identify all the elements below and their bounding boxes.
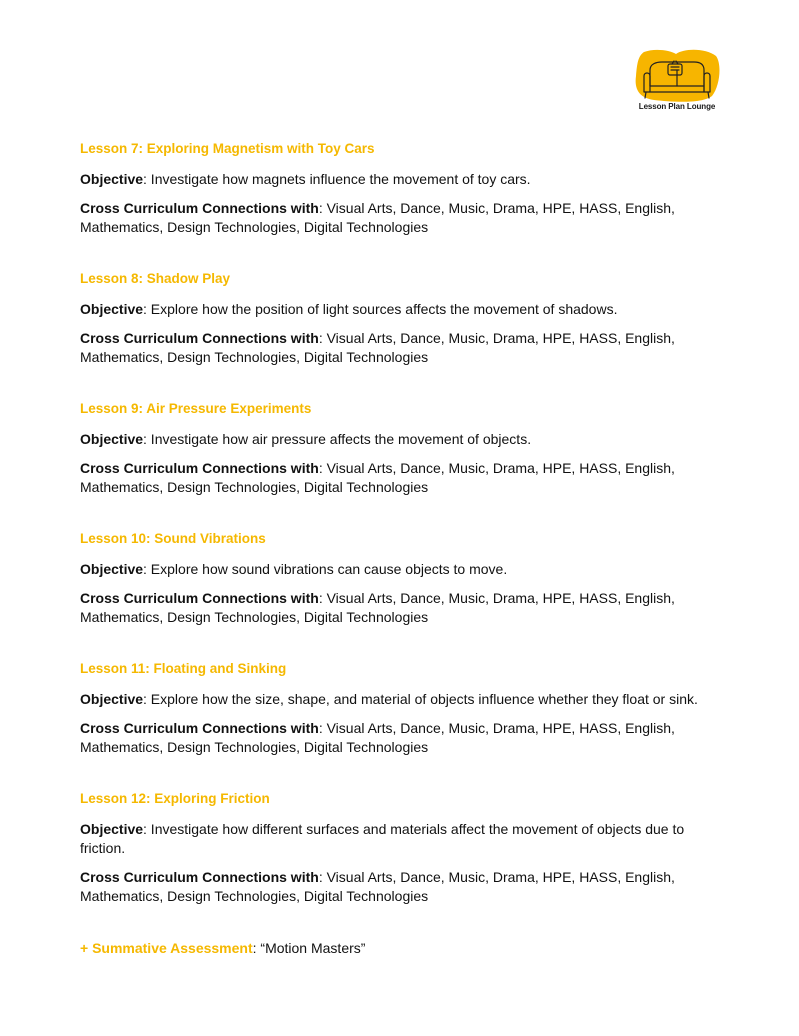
connections (80, 868, 720, 906)
brand-logo (632, 46, 722, 118)
objective-text: : Investigate how magnets influence the movement of toy cars. (143, 171, 531, 187)
connections (80, 719, 720, 757)
connections-label: Cross Curriculum Connections with (80, 720, 319, 736)
lesson-item (80, 530, 720, 627)
logo-text: Lesson Plan Lounge (638, 102, 716, 111)
lesson-title: Lesson 10: Sound Vibrations (80, 531, 266, 546)
lesson-list (80, 140, 720, 958)
connections (80, 329, 720, 367)
objective-label: Objective (80, 561, 144, 577)
objective-label: Objective (80, 691, 144, 707)
summative-value: : “Motion Masters” (252, 940, 366, 956)
objective-text: : Investigate how air pressure affects the movement of objects. (143, 431, 532, 447)
objective (80, 690, 720, 709)
connections (80, 459, 720, 497)
objective-text: : Explore how the size, shape, and material of objects influence whether they float or sink. (143, 691, 698, 707)
objective-label: Objective (80, 171, 144, 187)
lesson-item (80, 790, 720, 906)
lesson-item (80, 270, 720, 367)
objective (80, 820, 720, 858)
lesson-title: Lesson 9: Air Pressure Experiments (80, 401, 312, 416)
connections-text: : Visual Arts, Dance, Music, Drama, HPE, HASS, English, Mathematics, Design Technologies, Digital Technologies (80, 869, 675, 904)
connections-label: Cross Curriculum Connections with (80, 200, 319, 216)
connections-text: : Visual Arts, Dance, Music, Drama, HPE, HASS, English, Mathematics, Design Technologies, Digital Technologies (80, 460, 675, 495)
connections-label: Cross Curriculum Connections with (80, 330, 319, 346)
objective (80, 430, 720, 449)
objective-text: : Investigate how different surfaces and materials affect the movement of objects due to friction. (80, 821, 685, 856)
lesson-title: Lesson 8: Shadow Play (80, 271, 231, 286)
objective (80, 300, 720, 319)
connections (80, 199, 720, 237)
connections-text: : Visual Arts, Dance, Music, Drama, HPE, HASS, English, Mathematics, Design Technologies, Digital Technologies (80, 720, 675, 755)
lesson-item (80, 140, 720, 237)
objective-label: Objective (80, 301, 144, 317)
objective (80, 170, 720, 189)
connections-label: Cross Curriculum Connections with (80, 590, 319, 606)
objective-label: Objective (80, 431, 144, 447)
connections (80, 589, 720, 627)
objective-text: : Explore how sound vibrations can cause objects to move. (143, 561, 508, 577)
objective-label: Objective (80, 821, 144, 837)
summative-assessment (80, 939, 720, 958)
objective (80, 560, 720, 579)
lesson-title: Lesson 7: Exploring Magnetism with Toy Cars (80, 141, 375, 156)
lesson-item (80, 660, 720, 757)
connections-text: : Visual Arts, Dance, Music, Drama, HPE, HASS, English, Mathematics, Design Technologies, Digital Technologies (80, 330, 675, 365)
lesson-item (80, 400, 720, 497)
objective-text: : Explore how the position of light sources affects the movement of shadows. (143, 301, 618, 317)
sofa-icon (632, 46, 722, 104)
connections-text: : Visual Arts, Dance, Music, Drama, HPE, HASS, English, Mathematics, Design Technologies, Digital Technologies (80, 200, 675, 235)
connections-label: Cross Curriculum Connections with (80, 460, 319, 476)
connections-label: Cross Curriculum Connections with (80, 869, 319, 885)
lesson-title: Lesson 12: Exploring Friction (80, 791, 270, 806)
connections-text: : Visual Arts, Dance, Music, Drama, HPE, HASS, English, Mathematics, Design Technologies, Digital Technologies (80, 590, 675, 625)
summative-label: + Summative Assessment (80, 940, 253, 956)
lesson-title: Lesson 11: Floating and Sinking (80, 661, 287, 676)
